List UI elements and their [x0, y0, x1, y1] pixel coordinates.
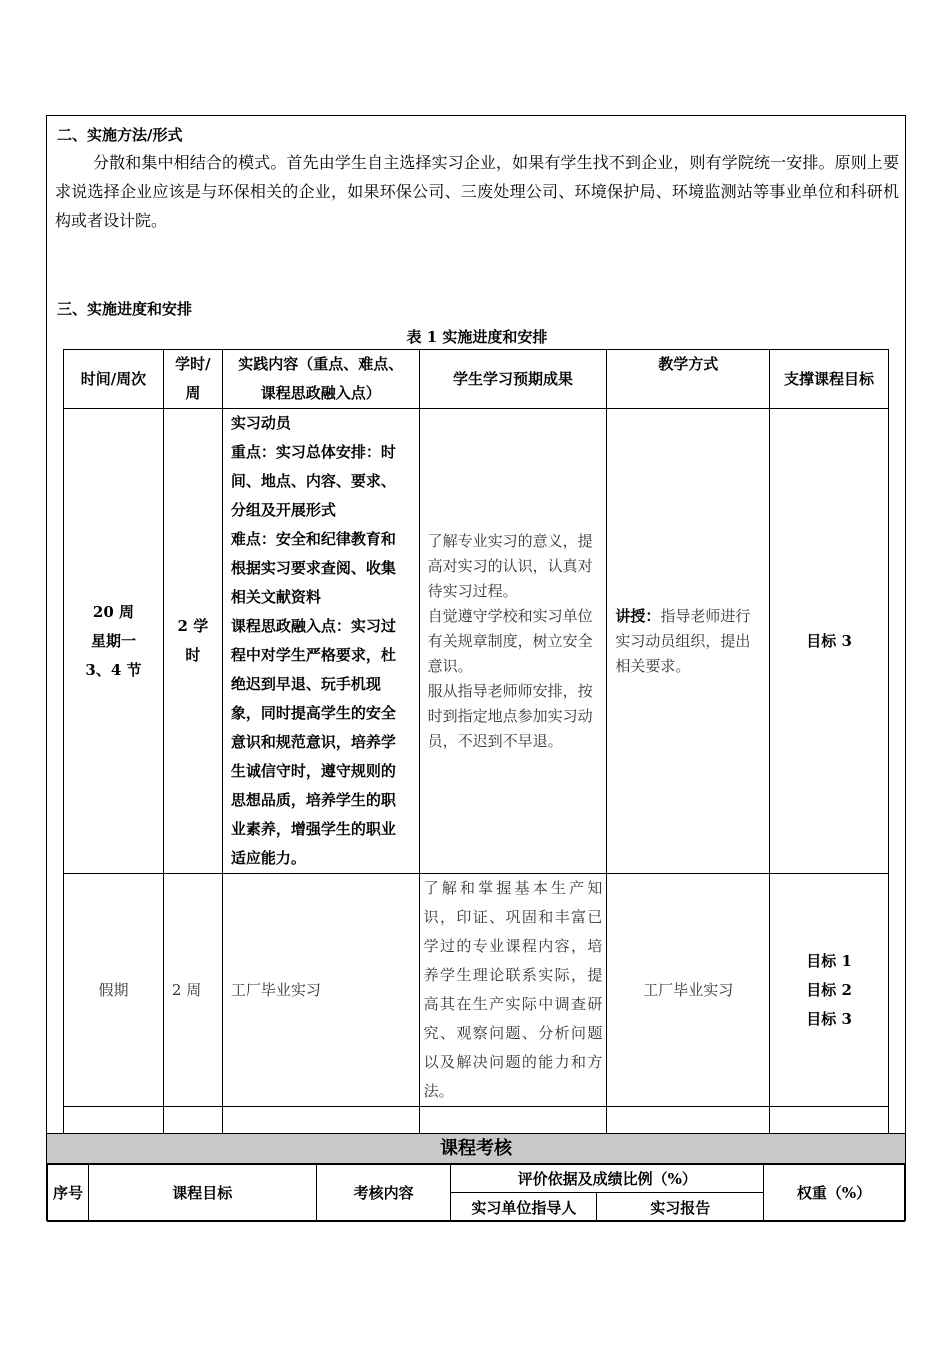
- row1-method-label: 讲授：: [615, 606, 661, 625]
- row1-time: 20 周 星期一 3、4 节: [64, 409, 164, 874]
- header-time: 时间/周次: [64, 350, 164, 409]
- header-goal: 支撑课程目标: [770, 350, 889, 409]
- assessment-header-row-1: [48, 1164, 905, 1193]
- row1-method: [607, 409, 770, 874]
- assessment-basis-header: 评价依据及成绩比例（%）: [451, 1164, 764, 1193]
- row1-method-text: 指导老师进行实习动员组织，提出相关要求。: [615, 606, 751, 675]
- table-row: [64, 409, 889, 874]
- table-caption: 表 1 实施进度和安排: [406, 328, 548, 346]
- schedule-header-row: [64, 350, 889, 409]
- schedule-table: [63, 349, 889, 1137]
- assessment-supervisor-header: 实习单位指导人: [451, 1193, 597, 1222]
- assessment-content-header: 考核内容: [316, 1164, 451, 1222]
- assessment-table: [47, 1163, 905, 1222]
- assessment-weight-header: 权重（%）: [764, 1164, 905, 1222]
- row2-content: 工厂毕业实习: [222, 874, 419, 1107]
- row2-goal: 目标 1 目标 2 目标 3: [770, 874, 889, 1107]
- row2-time: 假期: [64, 874, 164, 1107]
- assessment-goal-header: 课程目标: [88, 1164, 316, 1222]
- row1-hours: 2 学时: [163, 409, 222, 874]
- row1-content: 实习动员 重点：实习总体安排：时间、地点、内容、要求、分组及开展形式 难点：安全和纪律教育和根据实习要求查阅、收集相关文献资料 课程思政融入点：实习过程中对学生严格要求，杜绝迟到早退、玩手机现象，同时提高学生的安全意识和规范意识，培养学生诚信守时，遵守规则的思想品质，培养学生的职业素养，增强学生的职业适应能力。: [222, 409, 419, 874]
- row2-method: 工厂毕业实习: [607, 874, 770, 1107]
- table-row-empty: [64, 1107, 889, 1137]
- row1-outcome: 了解专业实习的意义，提高对实习的认识，认真对待实习过程。 自觉遵守学校和实习单位有关规章制度，树立安全意识。 服从指导老师师安排，按时到指定地点参加实习动员，不迟到不早退。: [419, 409, 607, 874]
- section-3-title: 三、实施进度和安排: [57, 300, 193, 318]
- header-content: 实践内容（重点、难点、课程思政融入点）: [222, 350, 419, 409]
- row2-outcome: 了解和掌握基本生产知识，印证、巩固和丰富已学过的专业课程内容，培养学生理论联系实际，提高其在生产实际中调查研究、观察问题、分析问题以及解决问题的能力和方法。: [419, 874, 607, 1107]
- assessment-report-header: 实习报告: [597, 1193, 764, 1222]
- header-method: 教学方式: [607, 350, 770, 409]
- assessment-title: 课程考核: [47, 1133, 905, 1165]
- header-hours: 学时/周: [163, 350, 222, 409]
- row2-hours: 2 周: [163, 874, 222, 1107]
- assessment-index-header: 序号: [48, 1164, 89, 1222]
- section-2-title: 二、实施方法/形式: [57, 126, 183, 144]
- row1-goal: 目标 3: [770, 409, 889, 874]
- table-row: [64, 874, 889, 1107]
- header-outcome: 学生学习预期成果: [419, 350, 607, 409]
- document-frame: [46, 115, 906, 1221]
- section-2-body: 分散和集中相结合的模式。首先由学生自主选择实习企业，如果有学生找不到企业，则有学院统一安排。原则上要求说选择企业应该是与环保相关的企业，如果环保公司、三废处理公司、环境保护局、环境监测站等事业单位和科研机构或者设计院。: [55, 153, 899, 230]
